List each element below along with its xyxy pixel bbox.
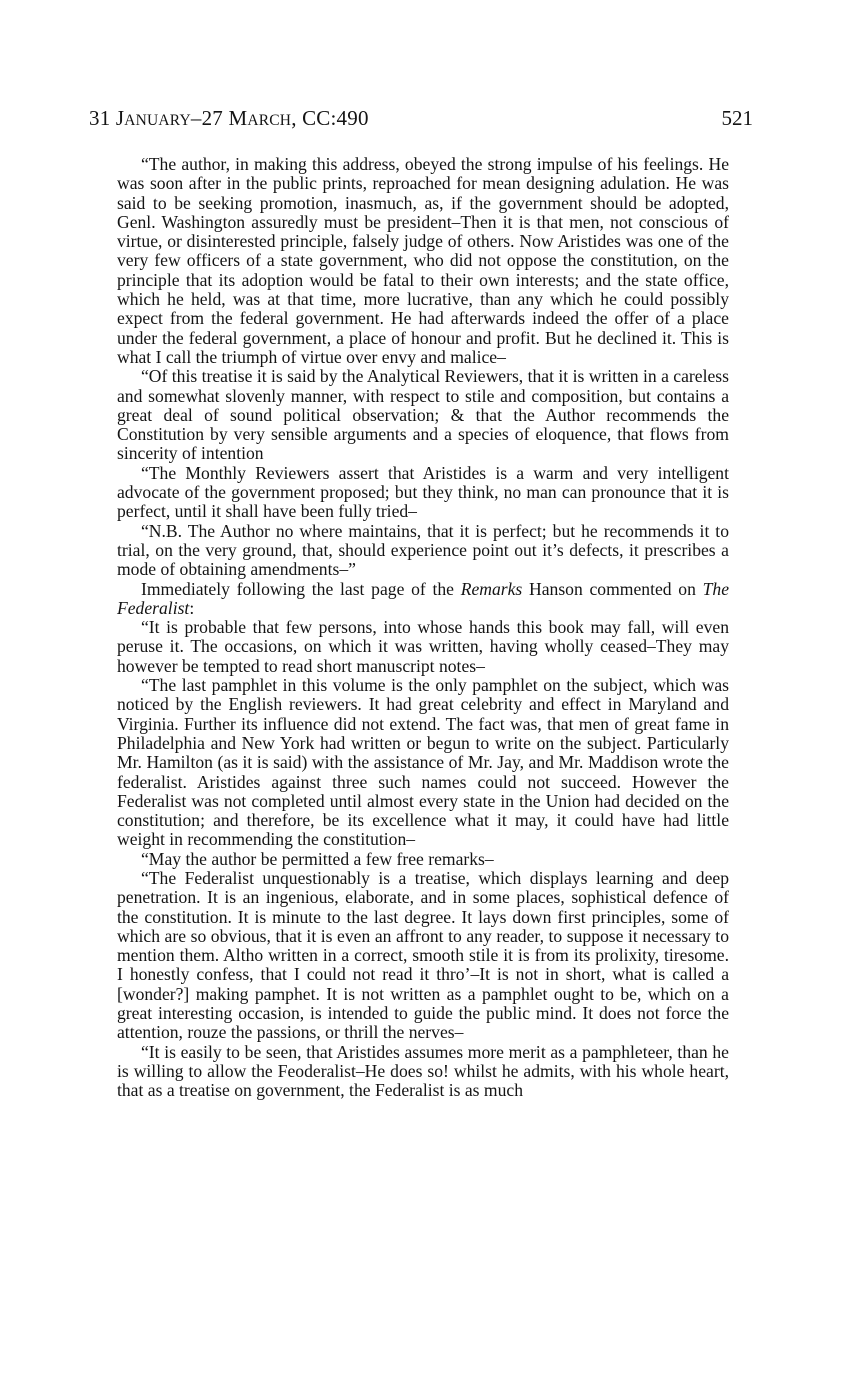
editorial-note-text-c: : bbox=[189, 597, 195, 618]
paragraph-nota-bene: “N.B. The Author no where maintains, that it is perfect; but he recommends it to trial, on the very ground, that, should experience point out it’s defects, it prescribes a mode of obtaining amendments–” bbox=[117, 520, 729, 580]
editorial-note-federalist-title: The Federalist bbox=[117, 578, 729, 618]
running-head-doc-ref: , CC:490 bbox=[291, 106, 369, 130]
running-head-date-start: 31 J bbox=[89, 106, 125, 130]
paragraph-free-remarks: “May the author be permitted a few free remarks– bbox=[141, 848, 494, 869]
page-number: 521 bbox=[721, 106, 753, 130]
paragraph-monthly-reviewers: “The Monthly Reviewers assert that Aristides is a warm and very intelligent advocate of the government proposed; but they think, no man can pronounce that it is perfect, until it shall have been fully tried– bbox=[117, 462, 729, 522]
running-head bbox=[89, 106, 369, 131]
editorial-note-text-b: Hanson commented on bbox=[522, 578, 703, 599]
paragraph-last-pamphlet: “The last pamphlet in this volume is the only pamphlet on the subject, which was noticed by the English reviewers. It had great celebrity and effect in Maryland and Virginia. Further its influence did not extend. The fact was, that men of great fame in Philadelphia and New York had written or begun to write on the subject. Particularly Mr. Hamilton (as it is said) with the assistance of Mr. Jay, and Mr. Maddison wrote the federalist. Aristides against three such names could not succeed. However the Federalist was not completed until almost every state in the Union had decided on the constitution; and therefore, be its excellence what it may, it could have had little weight in recommending the constitution– bbox=[117, 675, 729, 850]
page-header bbox=[89, 106, 753, 136]
editorial-note-remarks-title: Remarks bbox=[460, 578, 523, 599]
running-head-month-end: ARCH bbox=[247, 112, 292, 129]
paragraph-federalist-treatise: “The Federalist unquestionably is a treatise, which displays learning and deep penetration. It is an ingenious, elaborate, and in some places, sophistical defence of the constitution. It is minute to the last degree. It lays down first principles, some of which are so obvious, that it is even an affront to any reader, to suppose it necessary to mention them. Altho written in a correct, smooth stile it is from its prolixity, tiresome. I honestly confess, that I could not read it thro’–It is not in short, what is called a [wonder?] making pamphet. It is not written as a pamphlet ought to be, which on a great interesting occasion, is intended to guide the public mind. It does not force the attention, rouze the passions, or thrill the nerves– bbox=[117, 867, 729, 1043]
running-head-dash: –27 M bbox=[190, 106, 248, 130]
running-head-month-start: ANUARY bbox=[124, 112, 191, 129]
paragraph-analytical-reviewers: “Of this treatise it is said by the Analytical Reviewers, that it is written in a careless and somewhat slovenly manner, with respect to stile and composition, but contains a great deal of sound political observation; & that the Author recommends the Constitution by very sensible arguments and a species of eloquence, that flows from sincerity of intention bbox=[117, 366, 729, 464]
paragraph-pamphleteer: “It is easily to be seen, that Aristides assumes more merit as a pamphleteer, than he is willing to allow the Feoderalist–He does so! whilst he admits, with his whole heart, that as a treatise on government, the Federalist is as much bbox=[117, 1041, 729, 1101]
text-body bbox=[117, 155, 729, 1101]
paragraph-editorial-note bbox=[117, 580, 729, 619]
paragraph-author-address: “The author, in making this address, obeyed the strong impulse of his feelings. He was soon after in the public prints, reproached for mean designing adulation. He was said to be seeking promotion, inasmuch, as, if the government should be adopted, Genl. Washington assuredly must be president–Then it is that men, not conscious of virtue, or disinterested principle, falsely judge of others. Now Aristides was one of the very few officers of a state government, who did not oppose the constitution, on the principle that its adoption would be fatal to their own interests; and the state office, which he held, was at that time, more lucrative, than any which he could possibly expect from the federal government. He had afterwards indeed the offer of a place under the federal government, a place of honour and profit. But he declined it. This is what I call the triumph of virtue over envy and malice– bbox=[117, 154, 729, 367]
paragraph-few-persons: “It is probable that few persons, into whose hands this book may fall, will even peruse it. The occasions, on which it was written, having wholly ceased–They may however be tempted to read short manuscript notes– bbox=[117, 617, 729, 676]
editorial-note-text-a: Immediately following the last page of the bbox=[141, 578, 461, 599]
